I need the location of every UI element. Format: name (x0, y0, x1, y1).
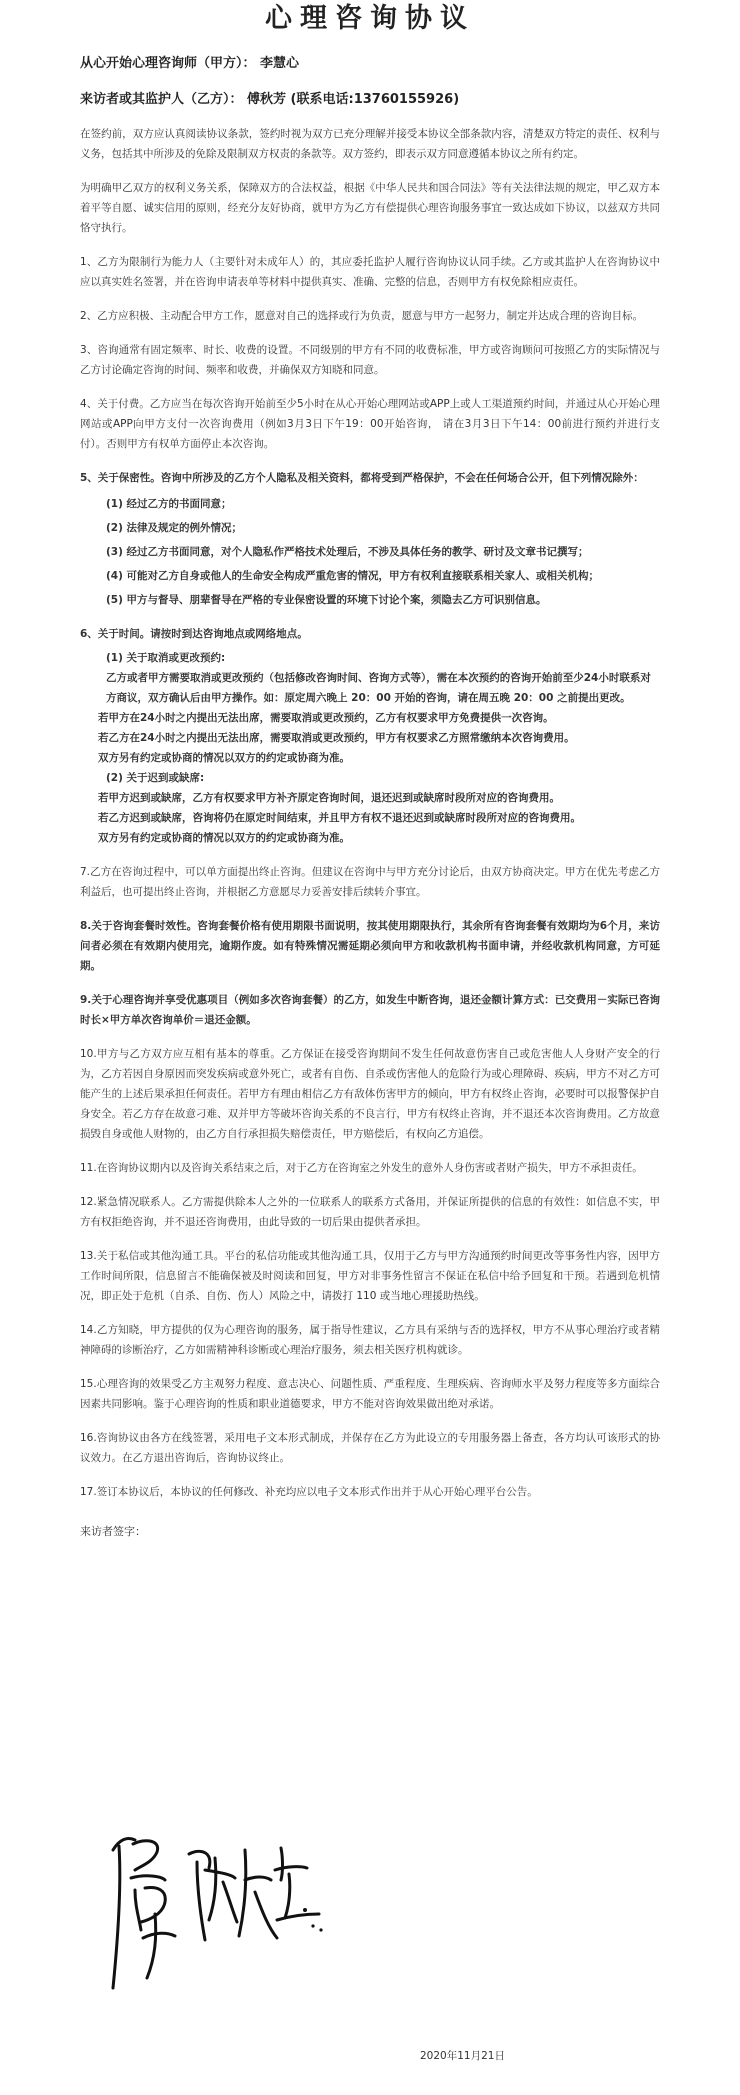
clause-6-late-line: 若甲方迟到或缺席，乙方有权要求甲方补齐原定咨询时间，退还迟到或缺席时段所对应的咨询费用。 (98, 792, 560, 804)
clause-6-cancel-line: 若乙方在24小时之内提出无法出席，需要取消或更改预约，甲方有权要求乙方照常缴纳本次咨询费用。 (98, 732, 575, 744)
clause-17: 17.签订本协议后，本协议的任何修改、补充均应以电子文本形式作出并于从心开始心理平台公告。 (80, 1486, 538, 1498)
signature-label: 来访者签字： (80, 1525, 146, 1538)
clause-6-cancel-line: 乙方或者甲方需要取消或更改预约（包括修改咨询时间、咨询方式等），需在本次预约的咨询开始前至少24小时联系对方商议，双方确认后由甲方操作。如：原定周六晚上 20：00 开始的咨询，请在周五晚 20：00 之前提出更改。 (106, 672, 651, 704)
party-a-line: 从心开始心理咨询师（甲方）： 李慧心 (80, 56, 300, 71)
clause-9: 9.关于心理咨询并享受优惠项目（例如多次咨询套餐）的乙方，如发生中断咨询，退还金额计算方式：已交费用－实际已咨询时长×甲方单次咨询单价＝退还金额。 (80, 994, 660, 1026)
clause-14: 14.乙方知晓，甲方提供的仅为心理咨询的服务，属于指导性建议，乙方具有采纳与否的选择权，甲方不从事心理治疗或者精神障碍的诊断治疗，乙方如需精神科诊断或心理治疗服务，须去相关医疗机构就诊。 (80, 1324, 660, 1356)
clause-6-subheading-cancel: (1) 关于取消或更改预约: (106, 652, 226, 664)
clause-1: 1、乙方为限制行为能力人（主要针对未成年人）的，其应委托监护人履行咨询协议认同手续。乙方或其监护人在咨询协议中应以真实姓名签署，并在咨询申请表单等材料中提供真实、准确、完整的信息，否则甲方有权免除相应责任。 (80, 256, 660, 288)
clause-5-item: (3) 经过乙方书面同意，对个人隐私作严格技术处理后，不涉及具体任务的教学、研讨及文章书记撰写； (106, 546, 589, 558)
clause-12: 12.紧急情况联系人。乙方需提供除本人之外的一位联系人的联系方式备用，并保证所提供的信息的有效性：如信息不实，甲方有权拒绝咨询，并不退还咨询费用，由此导致的一切后果由提供者承担。 (80, 1196, 660, 1228)
clause-5-item: (5) 甲方与督导、朋辈督导在严格的专业保密设置的环境下讨论个案，须隐去乙方可识别信息。 (106, 594, 547, 606)
clause-4: 4、关于付费。乙方应当在每次咨询开始前至少5小时在从心开始心理网站或APP上或人工渠道预约时间，并通过从心开始心理网站或APP向甲方支付一次咨询费用（例如3月3日下午19：00开始咨询， 请在3月3日下午14：00前进行预约并进行支付）。否则甲方有权单方面停止本次咨询。 (80, 398, 660, 450)
party-b-line: 来访者或其监护人（乙方）： 傅秋芳 (联系电话:13760155926) (80, 92, 460, 107)
intro-paragraph-1: 在签约前，双方应认真阅读协议条款，签约时视为双方已充分理解并接受本协议全部条款内容，清楚双方特定的责任、权利与义务，包括其中所涉及的免除及限制双方权责的条款等。双方签约，即表示双方同意遵循本协议之所有约定。 (80, 128, 660, 160)
clause-3: 3、咨询通常有固定频率、时长、收费的设置。不同级别的甲方有不同的收费标准，甲方或咨询顾问可按照乙方的实际情况与乙方讨论确定咨询的时间、频率和收费，并确保双方知晓和同意。 (80, 344, 660, 376)
clause-16: 16.咨询协议由各方在线签署，采用电子文本形式制成，并保存在乙方为此设立的专用服务器上备查，各方均认可该形式的协议效力。在乙方退出咨询后，咨询协议终止。 (80, 1432, 660, 1464)
clause-6-late-line: 双方另有约定或协商的情况以双方的约定或协商为准。 (98, 832, 350, 844)
clause-5-item: (2) 法律及规定的例外情况； (106, 522, 243, 534)
clause-2: 2、乙方应积极、主动配合甲方工作，愿意对自己的选择或行为负责，愿意与甲方一起努力，制定并达成合理的咨询目标。 (80, 310, 644, 322)
intro-paragraph-2: 为明确甲乙双方的权利义务关系，保障双方的合法权益，根据《中华人民共和国合同法》等有关法律法规的规定，甲乙双方本着平等自愿、诚实信用的原则，经充分友好协商，就甲方为乙方有偿提供心理咨询服务事宜一致达成如下协议，以兹双方共同恪守执行。 (80, 182, 660, 234)
clause-6-subheading-late: (2) 关于迟到或缺席: (106, 772, 205, 784)
handwritten-signature (105, 1818, 335, 1998)
clause-6: 6、关于时间。请按时到达咨询地点或网络地点。 (80, 628, 308, 640)
signing-date: 2020年11月21日 (420, 2050, 505, 2062)
document-title: 心理咨询协议 (265, 3, 475, 34)
clause-10: 10.甲方与乙方双方应互相有基本的尊重。乙方保证在接受咨询期间不发生任何故意伤害自己或危害他人人身财产安全的行为，乙方若因自身原因而突发疾病或意外死亡，或者有自伤、自杀或伤害他人的危险行为或心理障碍、疾病，甲方不对乙方可能产生的上述后果承担任何责任。若甲方有理由相信乙方有敌体伤害甲方的倾向，甲方有权终止咨询，必要时可以报警保护自身安全。若乙方存在故意刁难、双并甲方等破坏咨询关系的不良言行，甲方有权终止咨询，并不退还本次咨询费用。乙方故意损毁自身或他人财物的，由乙方自行承担损失赔偿责任，甲方赔偿后，有权向乙方追偿。 (80, 1048, 660, 1140)
clause-6-cancel-line: 双方另有约定或协商的情况以双方的约定或协商为准。 (98, 752, 350, 764)
clause-5-item: (1) 经过乙方的书面同意； (106, 498, 232, 510)
clause-7: 7.乙方在咨询过程中，可以单方面提出终止咨询。但建议在咨询中与甲方充分讨论后，由双方协商决定。甲方在优先考虑乙方利益后，也可提出终止咨询，并根据乙方意愿尽力妥善安排后续转介事宜。 (80, 866, 660, 898)
clause-13: 13.关于私信或其他沟通工具。平台的私信功能或其他沟通工具，仅用于乙方与甲方沟通预约时间更改等事务性内容，因甲方工作时间所限，信息留言不能确保被及时阅读和回复，甲方对非事务性留言不保证在私信中给予回复和干预。若遇到危机情况，即正处于危机（自杀、自伤、伤人）风险之中，请拨打 110 或当地心理援助热线。 (80, 1250, 660, 1302)
clause-15: 15.心理咨询的效果受乙方主观努力程度、意志决心、问题性质、严重程度、生理疾病、咨询师水平及努力程度等多方面综合因素共同影响。鉴于心理咨询的性质和职业道德要求，甲方不能对咨询效果做出绝对承诺。 (80, 1378, 660, 1410)
clause-5: 5、关于保密性。咨询中所涉及的乙方个人隐私及相关资料，都将受到严格保护，不会在任何场合公开，但下列情况除外： (80, 472, 644, 484)
clause-8: 8.关于咨询套餐时效性。咨询套餐价格有使用期限书面说明，按其使用期限执行，其余所有咨询套餐有效期均为6个月，来访问者必须在有效期内使用完，逾期作废。如有特殊情况需延期必须向甲方和收款机构书面申请，并经收款机构同意，方可延期。 (80, 920, 660, 972)
clause-6-late-line: 若乙方迟到或缺席，咨询将仍在原定时间结束，并且甲方有权不退还迟到或缺席时段所对应的咨询费用。 (98, 812, 581, 824)
clause-5-item: (4) 可能对乙方自身或他人的生命安全构成严重危害的情况，甲方有权利直接联系相关家人、或相关机构； (106, 570, 600, 582)
clause-6-cancel-line: 若甲方在24小时之内提出无法出席，需要取消或更改预约，乙方有权要求甲方免费提供一次咨询。 (98, 712, 554, 724)
clause-11: 11.在咨询协议期内以及咨询关系结束之后，对于乙方在咨询室之外发生的意外人身伤害或者财产损失，甲方不承担责任。 (80, 1162, 643, 1174)
